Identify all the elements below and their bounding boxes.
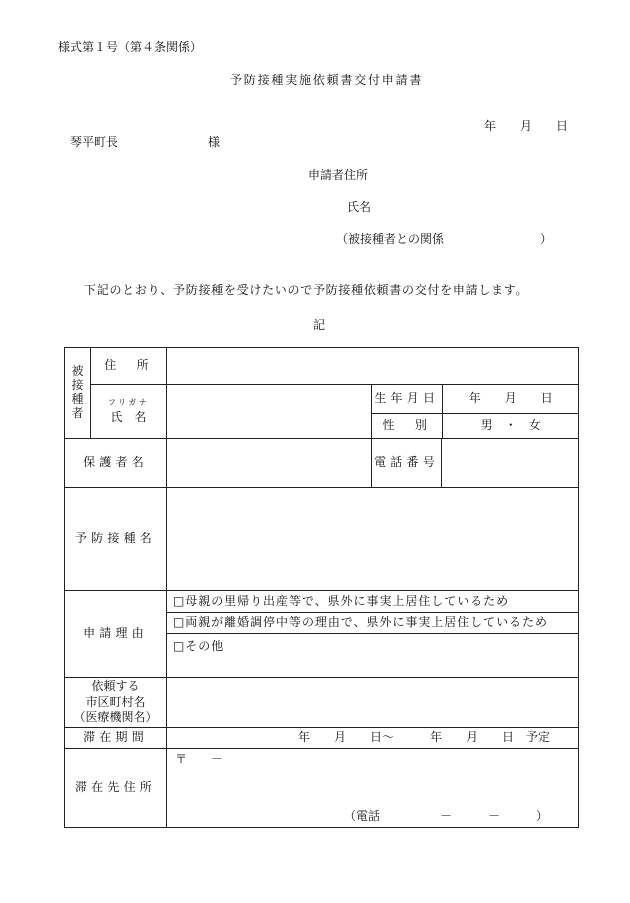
birth-label: 生年月日 <box>372 385 442 413</box>
stay-phone: （電話 － － ） <box>344 809 549 824</box>
request-label <box>65 678 167 728</box>
applicant-name-label: 氏名 <box>347 200 372 214</box>
document-title: 予防接種実施依頼書交付申請書 <box>230 73 424 87</box>
application-table <box>64 347 579 828</box>
subject-label-char: 種 <box>71 392 84 406</box>
furigana-label: フリガナ <box>107 398 150 407</box>
request-label-line: 市区町村名 <box>85 694 146 709</box>
applicant-address-label: 申請者住所 <box>308 168 369 182</box>
name-label: 氏 名 <box>110 410 147 425</box>
stay-address-label: 滞在先住所 <box>65 749 167 828</box>
birth-gender-block <box>372 385 579 439</box>
stay-period-label: 滞在期間 <box>65 728 167 749</box>
subject-label-char: 被 <box>71 364 84 379</box>
applicant-relation-label: （被接種者との関係 ） <box>336 232 553 246</box>
request-field[interactable] <box>167 678 579 728</box>
phone-label: 電話番号 <box>372 439 442 488</box>
subject-label <box>65 348 91 439</box>
addressee: 琴平町長 <box>70 135 119 149</box>
gender-label: 性 別 <box>372 413 442 438</box>
vaccine-field[interactable] <box>167 488 579 591</box>
request-label-line: （医療機関名） <box>73 710 158 725</box>
vaccine-label: 予防接種名 <box>65 488 167 591</box>
guardian-label: 保護者名 <box>65 439 167 488</box>
gender-choice[interactable]: 男 ・ 女 <box>480 417 541 432</box>
postal-mark: 〒 － <box>175 752 224 766</box>
subject-label-char: 者 <box>71 405 84 420</box>
reason-label: 申請理由 <box>65 591 167 678</box>
birth-field[interactable]: 年 月 日 <box>442 385 579 413</box>
stay-period-field[interactable]: 年 月 日〜 年 月 日 予定 <box>167 728 579 749</box>
address-field[interactable] <box>167 348 579 385</box>
address-label: 住 所 <box>91 348 167 385</box>
ki-mark: 記 <box>313 318 326 332</box>
form-number: 様式第１号（第４条関係） <box>58 40 203 54</box>
guardian-field[interactable] <box>167 439 372 488</box>
date-line: 年 月 日 <box>484 119 569 133</box>
intro-text: 下記のとおり、予防接種を受けたいので予防接種依頼書の交付を申請します。 <box>84 283 529 297</box>
name-label-cell <box>91 385 167 439</box>
reason-option-3[interactable]: □その他 <box>167 634 579 678</box>
reason-option-2[interactable]: □両親が離婚調停中等の理由で、県外に事実上居住しているため <box>167 613 579 634</box>
phone-field[interactable] <box>442 439 579 488</box>
reason-option-1[interactable]: □母親の里帰り出産等で、県外に事実上居住しているため <box>167 591 579 613</box>
honorific: 様 <box>208 135 221 149</box>
request-label-line: 依頼する <box>91 679 140 694</box>
name-field[interactable] <box>167 385 372 439</box>
subject-label-char: 接 <box>71 378 84 393</box>
stay-address-field[interactable] <box>167 749 579 828</box>
